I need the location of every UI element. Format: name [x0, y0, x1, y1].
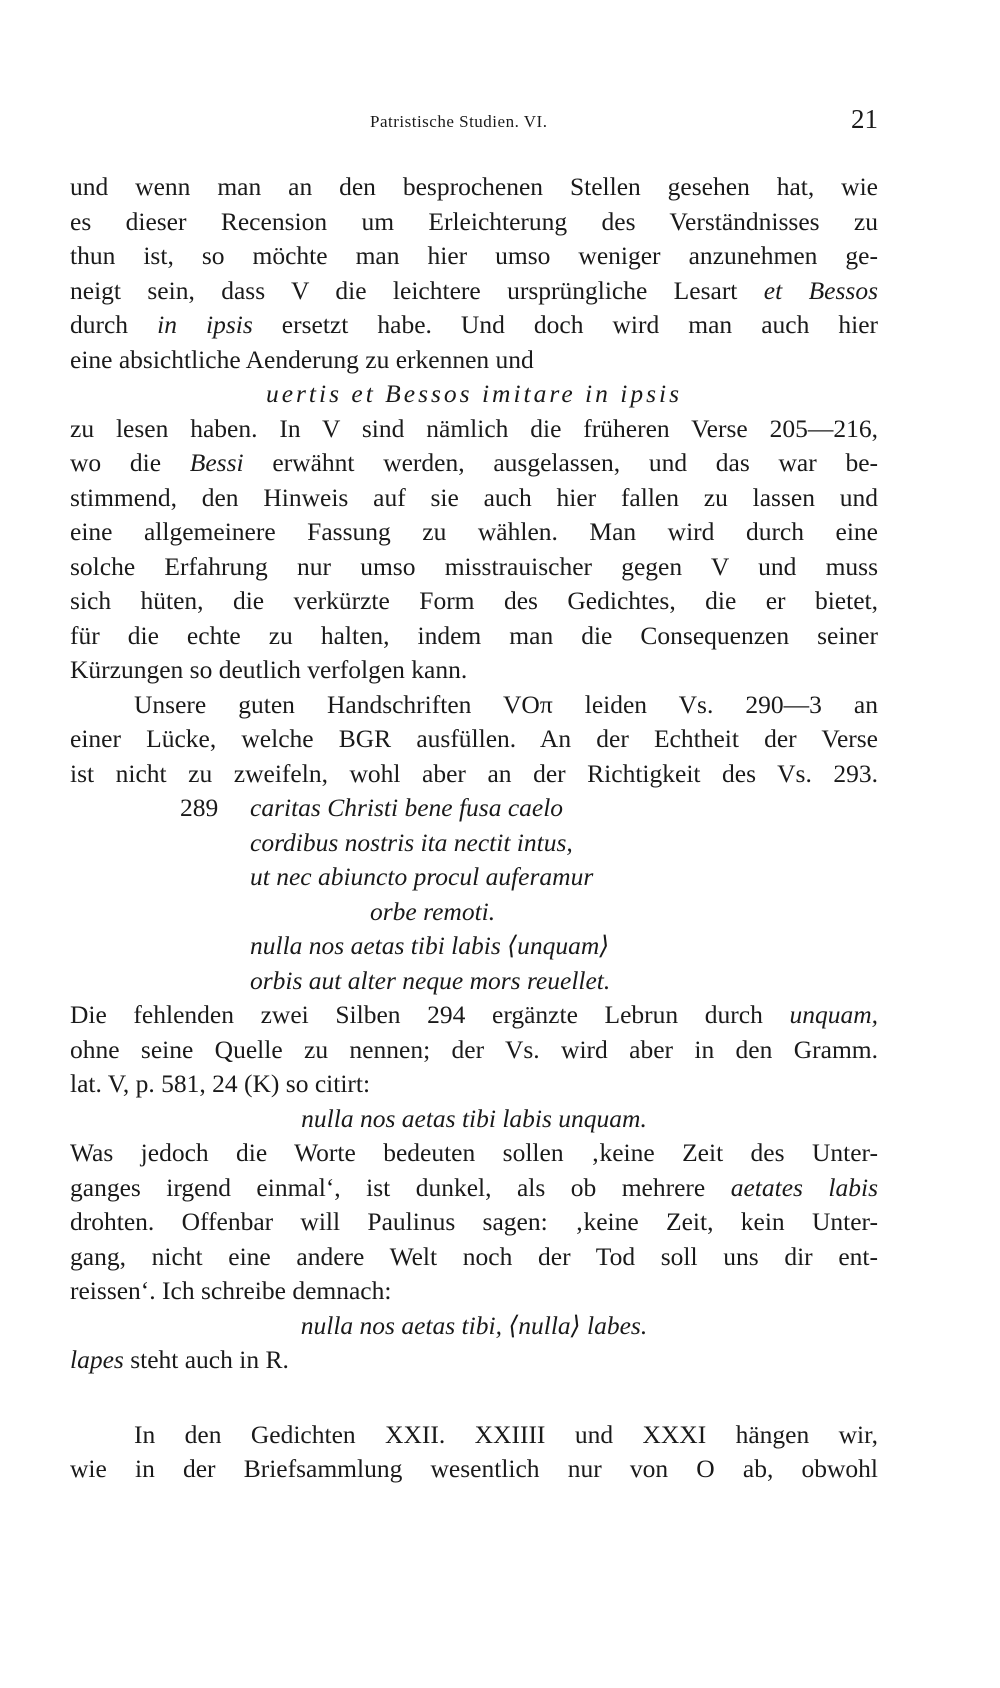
- text-line: lat. V, p. 581, 24 (K) so citirt:: [70, 1069, 371, 1098]
- page-header: [70, 104, 878, 140]
- text-line: wie in der Briefsammlung wesentlich nur von O ab, obwohl: [70, 1454, 878, 1483]
- text-span: ersetzt habe. Und doch wird man auch hier: [281, 310, 879, 339]
- text-line: zu lesen haben. In V sind nämlich die früheren Verse 205—216,: [70, 413, 878, 443]
- page-number: 21: [851, 104, 878, 134]
- text-line: drohten. Offenbar will Paulinus sagen: ‚keine Zeit, kein Unter-: [70, 1207, 878, 1236]
- text-line: Was jedoch die Worte bedeuten sollen ‚keine Zeit des Unter-: [70, 1138, 878, 1167]
- verse-number: 289: [180, 793, 219, 822]
- verse-line: nulla nos aetas tibi labis ⟨unquam⟩: [250, 931, 610, 960]
- verse-line: orbe remoti.: [370, 896, 496, 926]
- italic-term: Bessi: [189, 448, 244, 477]
- verse-line: ut nec abiuncto procul auferamur: [250, 862, 594, 891]
- text-line: für die echte zu halten, indem man die Consequenzen seiner: [70, 620, 878, 650]
- text-line: eine allgemeinere Fassung zu wählen. Man wird durch eine: [70, 517, 878, 546]
- text-line: [70, 998, 878, 1033]
- text-line: sich hüten, die verkürzte Form des Gedichtes, die er bietet,: [70, 586, 878, 615]
- verse-block: [70, 791, 878, 998]
- text-line: eine absichtliche Aenderung zu erkennen und: [70, 344, 534, 374]
- paragraph-2: [70, 412, 878, 688]
- text-line: solche Erfahrung nur umso misstrauischer gegen V und muss: [70, 551, 878, 581]
- italic-term: lapes: [70, 1345, 124, 1374]
- paragraph-3: [70, 688, 878, 792]
- text-span: neigt sein, dass V die leichtere ursprüngliche Lesart: [70, 275, 738, 305]
- text-line: reissen‘. Ich schreibe demnach:: [70, 1276, 392, 1305]
- paragraph-4: [70, 998, 878, 1102]
- paragraph-1: [70, 170, 878, 377]
- quoted-verse: uertis et Bessos imitare in ipsis: [265, 379, 683, 408]
- text-line: ohne seine Quelle zu nennen; der Vs. wird aber in den Gramm.: [70, 1034, 878, 1064]
- verse-line: [70, 791, 878, 826]
- italic-term: in ipsis: [157, 310, 253, 339]
- running-title: Patristische Studien. VI.: [370, 112, 548, 131]
- text-span: erwähnt werden, ausgelassen, und das war be-: [272, 448, 879, 477]
- italic-term: aetates labis: [730, 1172, 878, 1202]
- text-span: durch: [70, 310, 129, 339]
- text-line: thun ist, so möchte man hier umso weniger anzunehmen ge-: [70, 241, 878, 270]
- quoted-verse: nulla nos aetas tibi labis unquam.: [301, 1103, 647, 1133]
- paragraph-6: [70, 1343, 878, 1378]
- verse-line: orbis aut alter neque mors reuellet.: [250, 965, 611, 995]
- paragraph-7: [70, 1418, 878, 1487]
- main-text: [70, 170, 878, 1487]
- text-line: es dieser Recension um Erleichterung des Verständnisses zu: [70, 206, 878, 236]
- text-span: Die fehlenden zwei Silben 294 ergänzte Lebrun durch: [70, 1000, 763, 1029]
- quoted-verse: nulla nos aetas tibi, ⟨nulla⟩ labes.: [300, 1310, 648, 1340]
- section-gap: [70, 1378, 878, 1418]
- text-line: ist nicht zu zweifeln, wohl aber an der Richtigkeit des Vs. 293.: [70, 758, 878, 788]
- text-line: In den Gedichten XXII. XXIIII und XXXI hängen wir,: [134, 1419, 878, 1449]
- paragraph-5: [70, 1136, 878, 1309]
- text-span: wo die: [70, 448, 162, 477]
- verse-text: caritas Christi bene fusa caelo: [250, 793, 564, 822]
- italic-term: et Bessos: [763, 275, 879, 305]
- italic-term: unquam,: [789, 1000, 878, 1029]
- text-span: steht auch in R.: [130, 1345, 289, 1374]
- text-line: [70, 274, 878, 309]
- text-line: Unsere guten Handschriften VOπ leiden Vs. 290—3 an: [134, 689, 878, 719]
- text-line: [70, 308, 878, 343]
- text-line: [70, 446, 878, 481]
- text-line: [70, 1171, 878, 1206]
- text-line: einer Lücke, welche BGR ausfüllen. An der Echtheit der Verse: [70, 724, 878, 753]
- verse-line: cordibus nostris ita nectit intus,: [250, 827, 573, 857]
- text-span: ganges irgend einmal‘, ist dunkel, als ob mehrere: [70, 1172, 706, 1202]
- text-line: stimmend, den Hinweis auf sie auch hier fallen zu lassen und: [70, 482, 878, 512]
- text-line: gang, nicht eine andere Welt noch der Tod soll uns dir ent-: [70, 1241, 878, 1271]
- text-line: und wenn man an den besprochenen Stellen gesehen hat, wie: [70, 172, 878, 201]
- text-line: Kürzungen so deutlich verfolgen kann.: [70, 655, 468, 684]
